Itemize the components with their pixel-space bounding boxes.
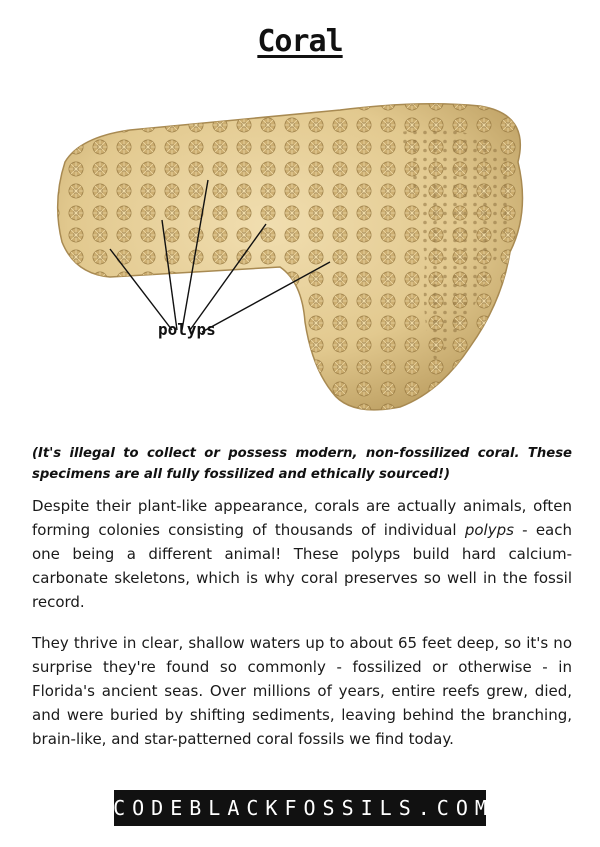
paragraph-1-start: Despite their plant-like appearance, corals are actually animals, often forming colonies consisting of thousands of individual xyxy=(32,497,572,539)
polyps-label: polyps xyxy=(158,320,216,339)
coral-figure xyxy=(40,92,560,427)
paragraph-1 xyxy=(32,494,572,614)
coral-fossil-image xyxy=(40,92,560,427)
website-banner: CODEBLACKFOSSILS.COM xyxy=(114,790,486,826)
paragraph-1-end: - each one being a different animal! These polyps build hard calcium-carbonate skeletons, which is why coral preserves so well in the fossil record. xyxy=(32,521,572,611)
paragraph-2: They thrive in clear, shallow waters up to about 65 feet deep, so it's no surprise they're found so commonly - fossilized or otherwise - in Florida's ancient seas. Over millions of years, entire reefs grew, died, and were buried by shifting sediments, leaving behind the branching, brain-like, and star-patterned coral fossils we find today. xyxy=(32,634,572,748)
legal-notice: (It's illegal to collect or possess modern, non-fossilized coral. These specimens are all fully fossilized and ethically sourced!) xyxy=(32,446,572,482)
paragraph-1-emphasis: polyps xyxy=(464,521,514,539)
page-title: Coral xyxy=(257,24,343,59)
